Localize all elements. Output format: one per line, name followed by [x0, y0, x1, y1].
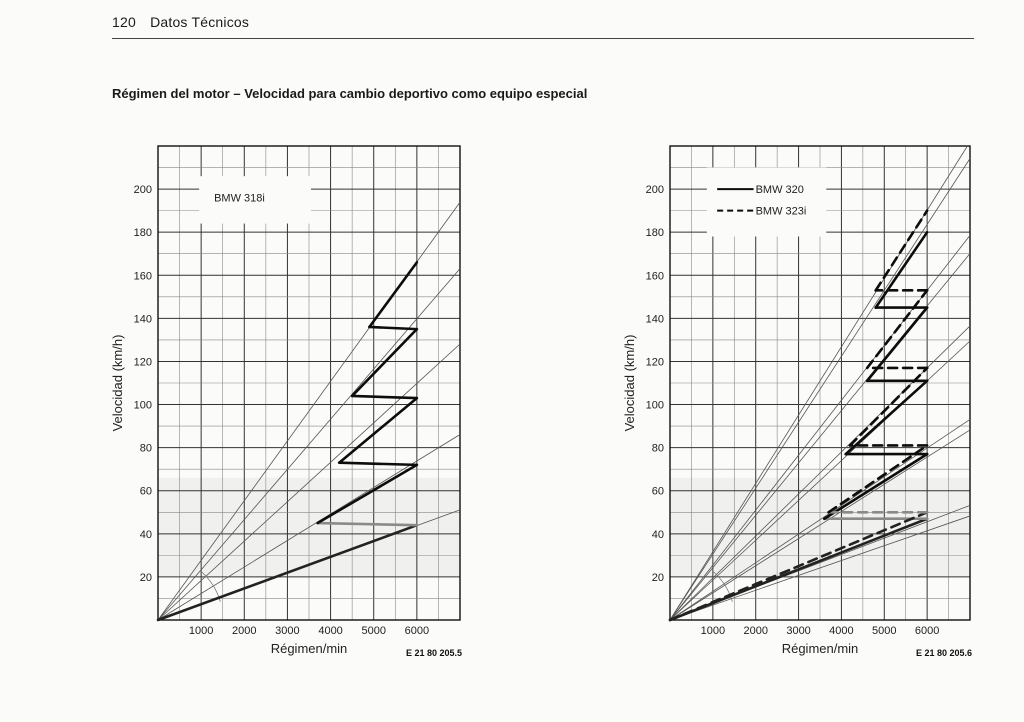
chart1-ytick-label: 60 [139, 485, 152, 498]
page-number: 120 [112, 14, 136, 30]
chart2-xtick-label: 3000 [786, 625, 811, 637]
chart2-legend-box [707, 168, 826, 237]
chart1-series-1-segment [369, 262, 416, 327]
chart1-xtick-label: 4000 [318, 625, 343, 637]
chart1-ytick-label: 40 [139, 528, 152, 541]
chart1-ytick-label: 120 [133, 356, 152, 369]
chart1-ytick-label: 180 [133, 227, 152, 240]
chart1-ytick-label: 80 [139, 442, 152, 455]
chart2-ytick-label: 200 [645, 184, 664, 197]
chart2-legend-label: BMW 320 [755, 184, 804, 197]
chart2-figure-code: E 21 80 205.6 [915, 648, 972, 658]
chart2-xtick-label: 6000 [914, 625, 940, 637]
chart2-ytick-label: 180 [645, 227, 664, 240]
chart2-ytick-label: 80 [651, 442, 664, 455]
chart1-xlabel: Régimen/min [270, 641, 348, 656]
chart1-xtick-label: 2000 [232, 625, 257, 637]
section-title: Datos Técnicos [150, 14, 250, 30]
chart2-series-1-segment [876, 232, 927, 307]
chart2-xlabel: Régimen/min [781, 641, 859, 656]
chart2-ytick-label: 100 [645, 399, 664, 412]
chart2-ytick-label: 160 [645, 270, 664, 283]
chart2-ytick-label: 140 [645, 313, 664, 326]
chart2-xtick-label: 5000 [872, 625, 897, 637]
chart1-series-1-segment [352, 396, 417, 398]
chart2-xtick-label: 1000 [700, 625, 726, 637]
chart1-ylabel: Velocidad (km/h) [110, 334, 125, 432]
chart1-series-1-segment [352, 329, 417, 396]
chart2-xtick-label: 2000 [743, 625, 768, 637]
chart1-xtick-label: 5000 [361, 625, 386, 637]
chart1-ytick-label: 160 [133, 270, 152, 283]
chart2-ylabel: Velocidad (km/h) [622, 334, 637, 432]
chart2-ytick-label: 120 [645, 356, 664, 369]
chart2-series-2-segment [867, 290, 927, 368]
chart1-legend-label: BMW 318i [214, 192, 265, 205]
chart1-xtick-label: 3000 [275, 625, 300, 637]
chart2-ytick-label: 40 [651, 528, 664, 541]
chart1-ytick-label: 140 [133, 313, 152, 326]
chart1-ytick-label: 100 [133, 399, 152, 412]
chart1-ytick-label: 200 [133, 184, 152, 197]
chart1-series-1-segment [339, 463, 417, 465]
chart2-ytick-label: 60 [651, 485, 664, 498]
chart1-xtick-label: 1000 [188, 625, 214, 637]
chart1-xtick-label: 6000 [404, 625, 430, 637]
chart2-series-2-segment [876, 211, 927, 291]
chart2-xtick-label: 4000 [829, 625, 854, 637]
chart2-series-1-segment [846, 381, 927, 454]
chart1-ytick-label: 20 [139, 571, 152, 584]
chart-heading: Régimen del motor – Velocidad para cambio deportivo como equipo especial [112, 86, 588, 101]
chart2-ytick-label: 20 [651, 571, 664, 584]
chart1-series-1-segment [339, 398, 417, 463]
chart2-legend-label: BMW 323i [755, 205, 807, 218]
chart1-figure-code: E 21 80 205.5 [405, 648, 462, 658]
